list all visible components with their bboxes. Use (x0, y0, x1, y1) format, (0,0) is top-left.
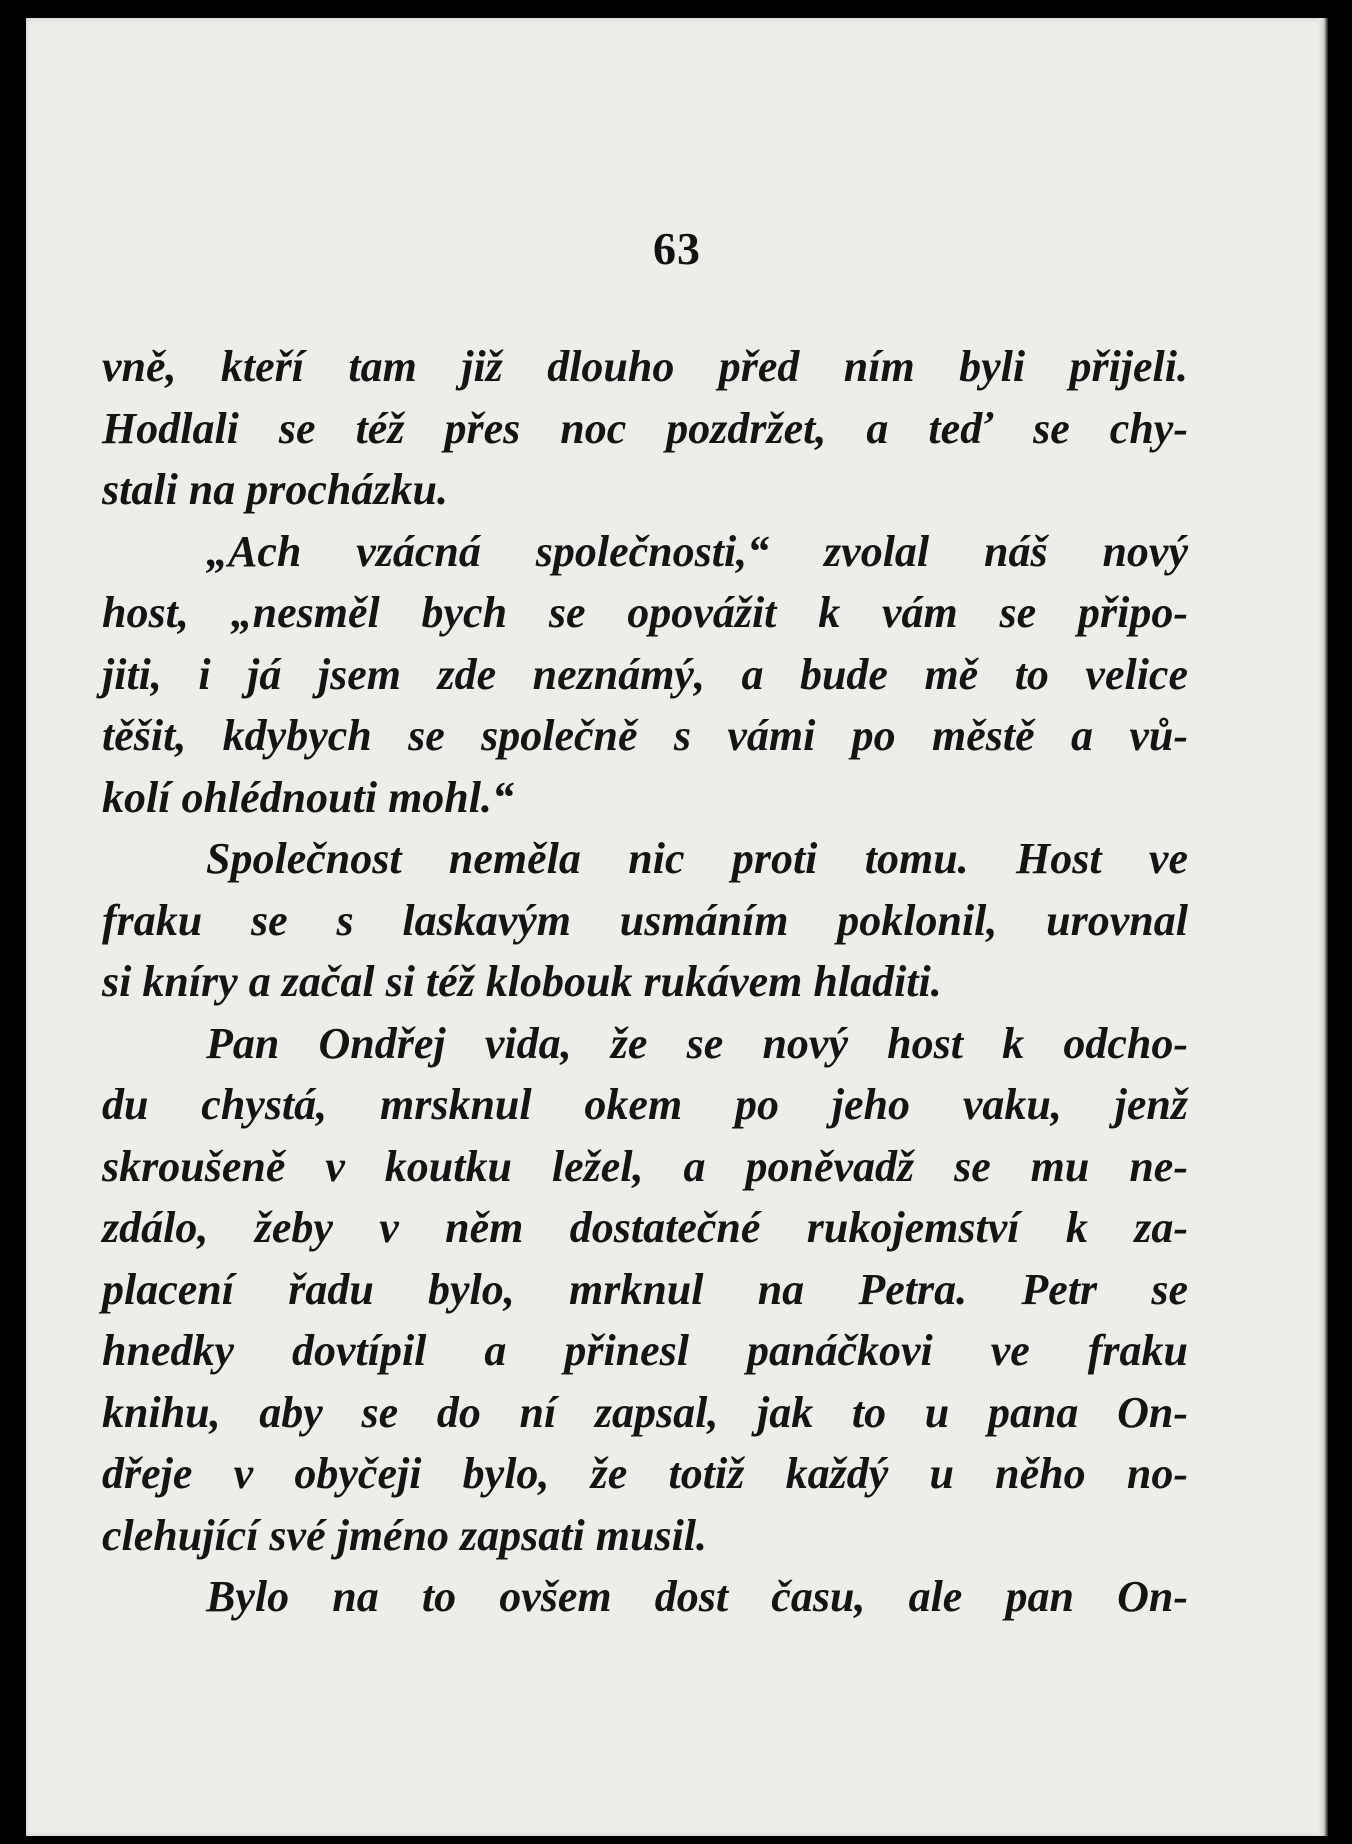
text-line: host, „nesměl bych se opovážit k vám se připo- (102, 588, 1188, 637)
text-line: hnedky dovtípil a přinesl panáčkovi ve fraku (102, 1326, 1188, 1375)
text-line: stali na procházku. (102, 465, 448, 514)
page-edge (1318, 18, 1328, 1836)
paragraph (102, 336, 1188, 521)
text-line: si kníry a začal si též klobouk rukávem hladiti. (102, 957, 942, 1006)
paragraph (102, 828, 1188, 1013)
text-line: dřeje v obyčeji bylo, že totiž každý u něho no- (102, 1449, 1188, 1498)
paragraph (102, 1013, 1188, 1567)
text-line: placení řadu bylo, mrknul na Petra. Petr se (102, 1264, 1188, 1314)
text-line: fraku se s laskavým usmáním poklonil, urovnal (102, 895, 1188, 945)
text-line: Bylo na to ovšem dost času, ale pan On- (206, 1572, 1188, 1621)
text-line: du chystá, mrsknul okem po jeho vaku, jenž (102, 1080, 1188, 1129)
text-line: Pan Ondřej vida, že se nový host k odcho- (206, 1018, 1188, 1068)
page-number: 63 (653, 223, 701, 274)
text-line: knihu, aby se do ní zapsal, jak to u pana On- (102, 1387, 1188, 1437)
text-line: těšit, kdybych se společně s vámi po městě a vů- (102, 711, 1188, 760)
text-line: Společnost neměla nic proti tomu. Host ve (206, 834, 1188, 883)
paragraph (102, 1566, 1188, 1628)
text-line: vně, kteří tam již dlouho před ním byli přijeli. (102, 342, 1188, 391)
paragraph (102, 521, 1188, 829)
text-line: kolí ohlédnouti mohl.“ (102, 772, 514, 822)
text-line: zdálo, žeby v něm dostatečné rukojemství k za- (102, 1203, 1188, 1252)
book-page (26, 18, 1328, 1836)
body-text (102, 336, 1188, 1628)
text-line: „Ach vzácná společnosti,“ zvolal náš nový (206, 526, 1188, 576)
text-line: skroušeně v koutku ležel, a poněvadž se mu ne- (102, 1141, 1188, 1191)
text-line: clehující své jméno zapsati musil. (102, 1510, 708, 1560)
text-line: jiti, i já jsem zde neznámý, a bude mě to velice (102, 649, 1188, 699)
text-line: Hodlali se též přes noc pozdržet, a teď se chy- (102, 403, 1188, 453)
